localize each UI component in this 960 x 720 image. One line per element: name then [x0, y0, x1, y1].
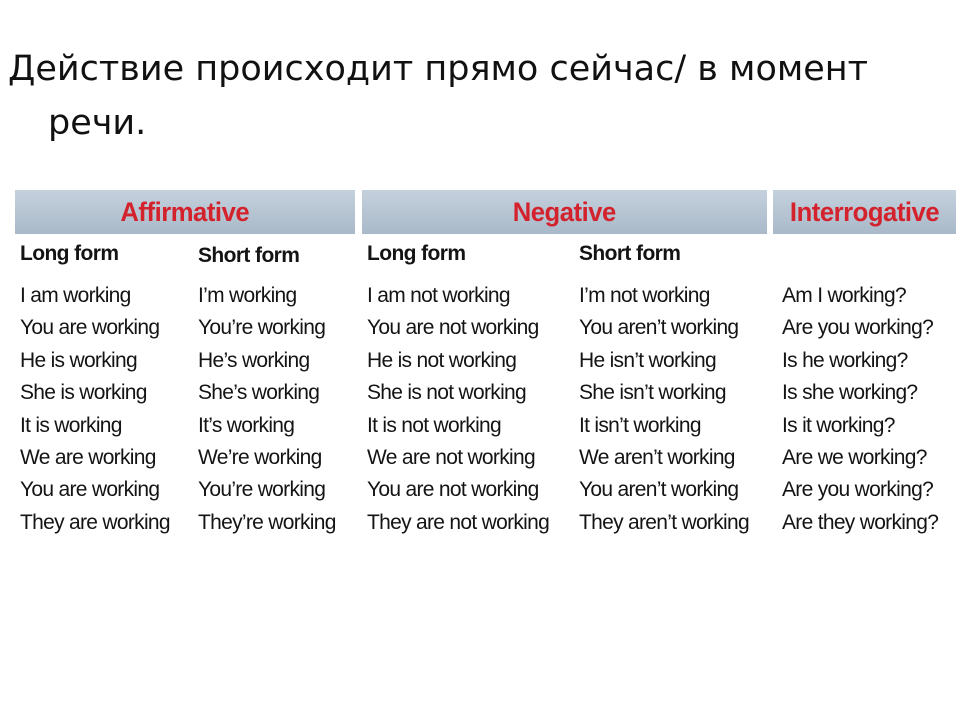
table-cell: I am not working: [367, 284, 510, 307]
table-cell: I am working: [20, 284, 131, 307]
table-cell: She isn’t working: [579, 381, 726, 405]
slide-title: [8, 42, 908, 150]
table-cell: You’re working: [198, 478, 326, 502]
table-cell: Is it working?: [782, 413, 895, 437]
table-cell: He isn’t working: [579, 348, 717, 372]
table-cell: Are we working?: [782, 445, 927, 469]
table-cell: You’re working: [198, 316, 326, 340]
column-negative-short: [579, 280, 749, 539]
table-cell: You aren’t working: [579, 478, 739, 502]
table-cell: We are working: [20, 445, 156, 469]
table-cell: You are not working: [367, 478, 539, 502]
table-cell: Are they working?: [782, 510, 939, 534]
table-cell: It isn’t working: [579, 413, 701, 437]
present-continuous-table: [10, 188, 956, 538]
header-negative-label: Negative: [512, 197, 617, 227]
subheader-negative-short: Short form: [579, 242, 681, 265]
header-interrogative-label: Interrogative: [789, 197, 940, 227]
table-cell: You are working: [20, 316, 160, 340]
table-cell: I’m working: [198, 284, 297, 307]
table-cell: Are you working?: [782, 478, 934, 502]
column-interrogative: [782, 280, 938, 539]
table-cell: We are not working: [367, 445, 535, 469]
column-negative-long: [367, 280, 549, 539]
table-cell: You are not working: [367, 316, 539, 340]
column-affirmative-short: [198, 280, 336, 539]
table-cell: You aren’t working: [579, 316, 739, 340]
table-cell: He’s working: [198, 348, 310, 372]
table-cell: He is working: [20, 348, 137, 372]
subheader-affirmative-long: Long form: [20, 242, 119, 265]
table-cell: It’s working: [198, 413, 295, 437]
header-interrogative: [773, 190, 956, 234]
table-cell: Is he working?: [782, 348, 908, 372]
header-negative: [362, 190, 767, 234]
table-cell: They aren’t working: [579, 510, 749, 534]
subheader-negative-long: Long form: [367, 242, 466, 265]
table-cell: We aren’t working: [579, 445, 735, 469]
table-cell: It is working: [20, 413, 122, 437]
table-cell: He is not working: [367, 348, 517, 372]
table-cell: She’s working: [198, 381, 320, 405]
table-cell: I’m not working: [579, 284, 710, 307]
table-cell: They’re working: [198, 510, 336, 534]
table-cell: Am I working?: [782, 284, 906, 307]
header-affirmative-label: Affirmative: [120, 197, 250, 227]
table-cell: They are not working: [367, 510, 550, 534]
table-cell: Is she working?: [782, 381, 918, 405]
slide-title-line-2: речи.: [48, 103, 147, 143]
table-cell: She is working: [20, 381, 147, 405]
table-cell: She is not working: [367, 381, 526, 405]
table-cell: Are you working?: [782, 316, 934, 340]
column-affirmative-long: [20, 280, 170, 539]
table-cell: You are working: [20, 478, 160, 502]
subheader-affirmative-short: Short form: [198, 244, 300, 267]
table-cell: It is not working: [367, 413, 501, 437]
header-affirmative: [15, 190, 355, 234]
table-cell: They are working: [20, 510, 170, 534]
table-cell: We’re working: [198, 445, 322, 469]
slide-title-line-1: Действие происходит прямо сейчас/ в момент: [8, 49, 869, 89]
